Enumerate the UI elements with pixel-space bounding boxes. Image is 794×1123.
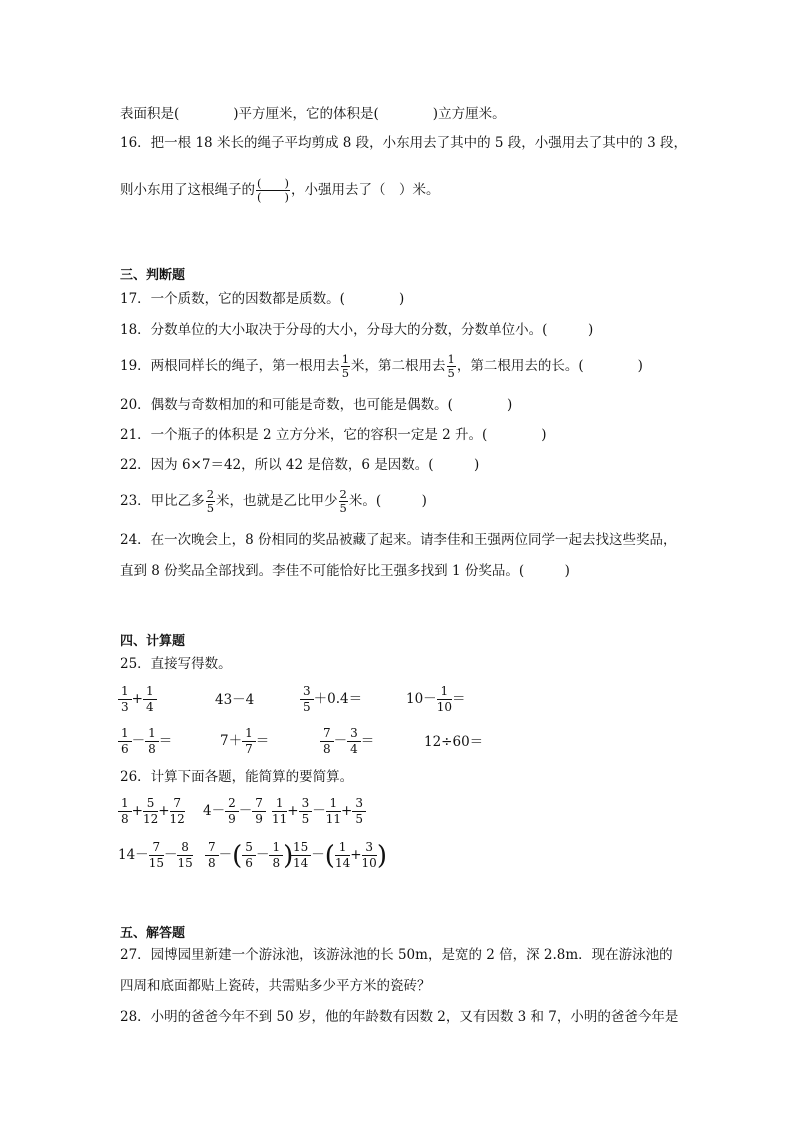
q25-expr-5: $\frac{1}{6}$ － $\frac{1}{8}$ ＝ xyxy=(118,726,172,757)
q27-line2: 四周和底面都贴上瓷砖，共需贴多少平方米的瓷砖？ xyxy=(120,978,431,994)
q26-expr-1: $\frac{1}{8}$ + $\frac{5}{12}$ + $\frac{7}{12}$ xyxy=(118,796,185,827)
q26-title: 26．计算下面各题，能简算的要简算。 xyxy=(120,769,354,785)
q19-fraction-2: $\frac{1}{5}$ xyxy=(447,352,455,380)
q16-suffix: ，小强用去了（ ）米。 xyxy=(290,182,440,198)
q24-line2: 直到 8 份奖品全部找到。李佳不可能恰好比王强多找到 1 份奖品。( ) xyxy=(120,563,570,579)
q23: 23．甲比乙多 $\frac{2}{5}$ 米，也就是乙比甲少 $\frac{2}{5}$ 米。( ) xyxy=(120,487,427,515)
q16-line2 xyxy=(120,172,439,208)
q27-line1: 27．园博园里新建一个游泳池，该游泳池的长 50m，是宽的 2 倍，深 2.8m．现在游泳池的 xyxy=(120,947,673,963)
q18: 18．分数单位的大小取决于分母的大小，分母大的分数，分数单位小。( ) xyxy=(120,322,594,338)
q25-expr-2: 43－4 xyxy=(215,692,255,708)
q26-expr-4: 14－ $\frac{7}{15}$ － $\frac{8}{15}$ xyxy=(118,840,193,870)
section-5-title: 五、解答题 xyxy=(120,926,186,941)
q26-expr-6: $\frac{15}{14}$ －( $\frac{1}{14}$ + $\frac{3}{10}$ ) xyxy=(290,840,387,871)
q17: 17．一个质数，它的因数都是质数。( ) xyxy=(120,291,405,307)
q23-fraction-1: $\frac{2}{5}$ xyxy=(206,487,215,515)
q16-line1: 16．把一根 18 米长的绳子平均剪成 8 段，小东用去了其中的 5 段，小强用去了其中的 3 段， xyxy=(120,135,687,151)
q16-fraction-blank[interactable]: $\frac{( )}{( )}$ xyxy=(257,176,289,204)
section-4-title: 四、计算题 xyxy=(120,634,186,649)
section-3-title: 三、判断题 xyxy=(120,268,186,283)
q25-title: 25．直接写得数。 xyxy=(120,656,232,672)
q25-expr-6: 7＋ $\frac{1}{7}$ ＝ xyxy=(220,726,270,756)
q26-expr-3: $\frac{1}{11}$ + $\frac{3}{5}$ － $\frac{1}{11}$ + $\frac{3}{5}$ xyxy=(272,796,366,827)
q25-expr-4: 10－ $\frac{1}{10}$ ＝ xyxy=(406,684,466,714)
q25-expr-1: $\frac{1}{3}$ + $\frac{1}{4}$ xyxy=(118,684,157,715)
q25-expr-3: $\frac{3}{5}$ ＋0.4＝ xyxy=(300,684,362,715)
q24-line1: 24．在一次晚会上，8 份相同的奖品被藏了起来。请李佳和王强两位同学一起去找这些奖品， xyxy=(120,532,677,548)
q20: 20．偶数与奇数相加的和可能是奇数，也可能是偶数。( ) xyxy=(120,397,513,413)
q21: 21．一个瓶子的体积是 2 立方分米，它的容积一定是 2 升。( ) xyxy=(120,427,547,443)
q19-fraction-1: $\frac{1}{5}$ xyxy=(341,352,350,380)
q15-line: 表面积是( )平方厘米，它的体积是( )立方厘米。 xyxy=(120,106,506,122)
q25-expr-8: 12÷60＝ xyxy=(424,734,484,750)
q23-fraction-2: $\frac{2}{5}$ xyxy=(339,487,347,515)
q16-prefix: 则小东用了这根绳子的 xyxy=(120,182,255,198)
q26-expr-2: 4－ $\frac{2}{9}$ － $\frac{7}{9}$ xyxy=(203,796,266,827)
q25-expr-7: $\frac{7}{8}$ － $\frac{3}{4}$ ＝ xyxy=(320,726,374,757)
q28-line1: 28．小明的爸爸今年不到 50 岁，他的年龄数有因数 2，又有因数 3 和 7，小明的爸爸今年是 xyxy=(120,1009,679,1025)
q26-expr-5: $\frac{7}{8}$ －( $\frac{5}{6}$ － $\frac{1}{8}$ ) xyxy=(205,840,293,871)
q19: 19．两根同样长的绳子，第一根用去 $\frac{1}{5}$ 米，第二根用去 $\frac{1}{5}$ ，第二根用去的长。( ) xyxy=(120,352,643,380)
q22: 22．因为 6×7＝42，所以 42 是倍数，6 是因数。( ) xyxy=(120,457,480,473)
